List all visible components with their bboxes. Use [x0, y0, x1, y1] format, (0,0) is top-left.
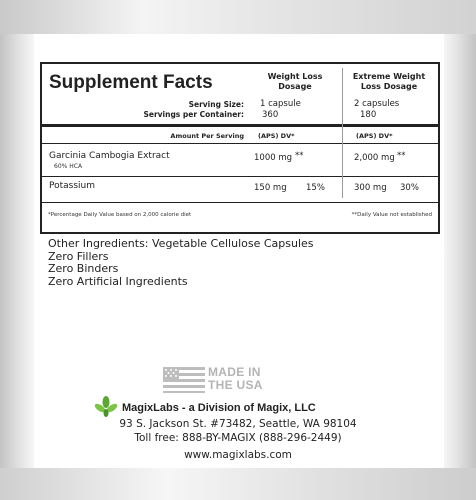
col1-amount: 1000 mg: [254, 153, 293, 163]
col2-serving-size: 2 capsules: [354, 99, 400, 109]
other-ingredients-line: Zero Binders: [48, 262, 119, 275]
col2-dv: 30%: [400, 183, 419, 193]
divider-3: [42, 202, 438, 203]
company-phone: Toll free: 888-BY-MAGIX (888-296-2449): [134, 432, 342, 444]
col2-header-line1: Extreme Weight: [352, 72, 426, 81]
made-in-line2: THE USA: [208, 378, 263, 392]
col1-dv: 15%: [306, 183, 325, 193]
col2-servings: 180: [360, 110, 377, 120]
divider-thick: [42, 124, 438, 127]
col1-amount: 150 mg: [254, 183, 287, 193]
company-name: MagixLabs - a Division of Magix, LLC: [122, 402, 316, 414]
col2-amount: 300 mg: [354, 183, 387, 193]
amount-per-serving-label: Amount Per Serving: [170, 132, 244, 140]
ingredient-name: Potassium: [49, 181, 96, 191]
facts-title: Supplement Facts: [49, 72, 213, 93]
footnote-left: *Percentage Daily Value based on 2,000 calorie diet: [48, 212, 192, 218]
col1-dv: **: [295, 151, 304, 161]
other-ingredients-line: Other Ingredients: Vegetable Cellulose Capsules: [48, 237, 314, 250]
col1-servings: 360: [262, 110, 279, 120]
other-ingredients: [48, 238, 314, 288]
col2-aps-dv: (APS) DV*: [356, 132, 393, 140]
ingredient-name: Garcinia Cambogia Extract: [49, 151, 170, 161]
col2-amount: 2,000 mg: [354, 153, 395, 163]
col2-header: [342, 72, 436, 92]
other-ingredients-line: Zero Artificial Ingredients: [48, 274, 188, 288]
frame-left: [0, 34, 34, 468]
frame-bottom: [0, 468, 476, 500]
col1-aps-dv: (APS) DV*: [258, 132, 295, 140]
made-in-line1: MADE IN: [208, 365, 261, 379]
footnote-right: **Daily Value not established: [351, 212, 432, 218]
col2-dv: **: [397, 151, 406, 161]
other-ingredients-line: Zero Fillers: [48, 249, 109, 263]
col1-serving-size: 1 capsule: [260, 99, 301, 109]
company-address: 93 S. Jackson St. #73482, Seattle, WA 98104: [119, 418, 357, 430]
col1-header-line2: Dosage: [278, 82, 312, 91]
col2-header-line2: Loss Dosage: [360, 82, 418, 91]
usa-flag-icon: [163, 367, 205, 393]
frame-right: [444, 34, 476, 468]
col1-header-line1: Weight Loss: [267, 72, 323, 81]
servings-per-container-label: Servings per Container:: [143, 110, 244, 119]
divider-1: [42, 143, 438, 144]
ingredient-sub: 60% HCA: [54, 163, 83, 170]
made-in-usa-text: [208, 366, 263, 392]
supplement-facts-box: [40, 62, 440, 234]
frame-top: [0, 0, 476, 34]
serving-size-label: Serving Size:: [188, 100, 244, 109]
company-website[interactable]: www.magixlabs.com: [184, 449, 292, 461]
col1-header: [250, 72, 340, 92]
divider-2: [42, 176, 438, 177]
column-separator: [342, 68, 343, 198]
magixlabs-leaf-logo-icon: [94, 396, 118, 418]
